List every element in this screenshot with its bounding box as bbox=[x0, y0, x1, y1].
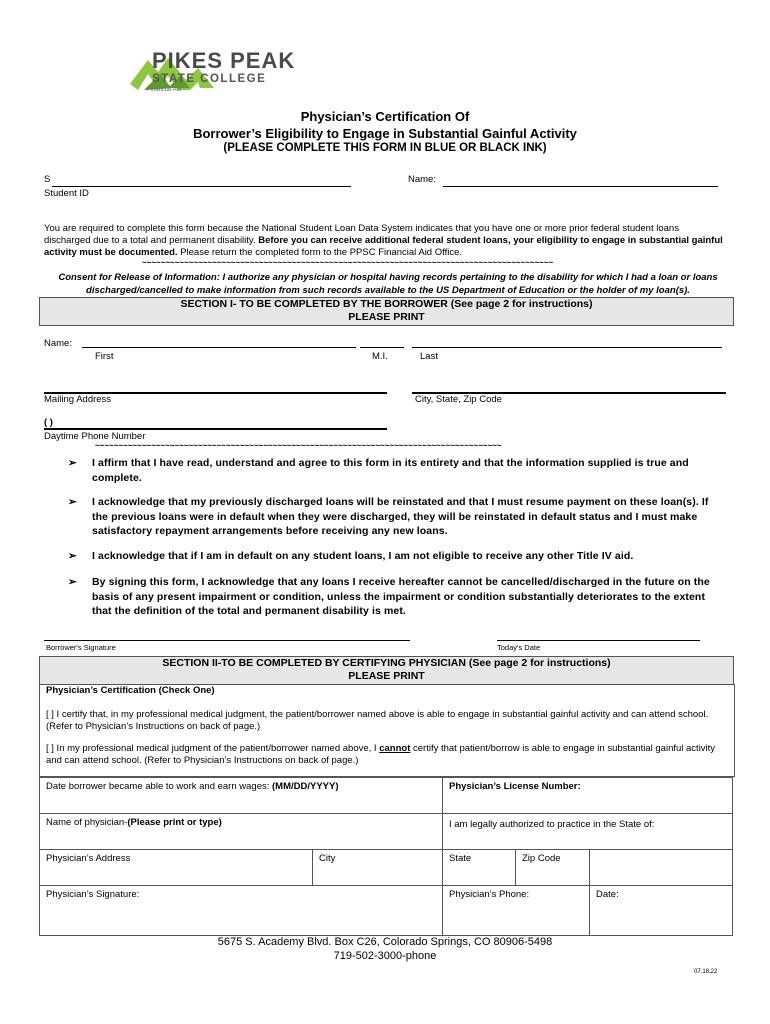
borrower-name-label: Name: bbox=[44, 338, 72, 349]
tilde-separator: ~~~~~~~~~~~~~~~~~~~~~~~~~~~~~~~~~~~~~~~~~~~~~~~~~~~~~~~~~~~~~~~~~~~~~~~~~~~~~~~~~~~~~~~~ bbox=[142, 259, 554, 267]
mailing-address-label: Mailing Address bbox=[44, 394, 112, 405]
daytime-phone-field[interactable] bbox=[44, 428, 387, 430]
first-name-field[interactable] bbox=[82, 347, 356, 348]
tilde-separator-2: ~~~~~~~~~~~~~~~~~~~~~~~~~~~~~~~~~~~~~~~~~~~~~~~~~~~~~~~~~~~~~~~~~~~~~~~~~~~~~~~~~~~~~~~ bbox=[95, 442, 502, 450]
physician-state-cell[interactable]: State bbox=[442, 849, 516, 886]
certify-unable-option[interactable]: [ ] In my professional medical judgment of the patient/borrower named above, I cannot certify that patient/borrow is able to engage in substantial gainful activity and can attend school. (Refer to Physician’s Instructions on back of page.) bbox=[46, 743, 716, 766]
affirmation-3: ➢ I acknowledge that if I am in default on any student loans, I am not eligible to receive any other Title IV aid. bbox=[68, 550, 634, 562]
student-id-field[interactable] bbox=[52, 186, 351, 187]
physician-city-cell[interactable]: City bbox=[312, 849, 443, 886]
footer-address: 5675 S. Academy Blvd. Box C26, Colorado Springs, CO 80906-5498 bbox=[217, 936, 553, 948]
blank-cell bbox=[589, 849, 733, 886]
revision-date: 07.18.22 bbox=[694, 969, 718, 975]
certify-able-option[interactable]: [ ] I certify that, in my professional medical judgment, the patient/borrower named above is able to engage in substantial gainful activity and can attend school. (Refer to Physician’s Instructions on back of page.) bbox=[46, 709, 709, 732]
logo-dept: Financial Aid bbox=[147, 87, 182, 93]
title-line-1: Physician’s Certification Of bbox=[300, 109, 470, 124]
footer-phone: 719-502-3000-phone bbox=[333, 950, 437, 962]
last-label: Last bbox=[420, 351, 438, 362]
physician-phone-cell[interactable]: Physician’s Phone: bbox=[442, 885, 590, 936]
affirmation-2: ➢ I acknowledge that my previously discharged loans will be reinstated and that I must resume payment on these loan(s). If the previous loans were in default when they were discharged, they will be reinstated in default status and I must make satisfactory repayment arrangements before receiving any new loans. bbox=[68, 496, 709, 537]
last-name-field[interactable] bbox=[412, 347, 722, 348]
title-line-2: Borrower’s Eligibility to Engage in Substantial Gainful Activity bbox=[193, 126, 577, 141]
authorized-state-cell[interactable]: I am legally authorized to practice in the State of: bbox=[442, 813, 733, 850]
physician-zip-cell[interactable]: Zip Code bbox=[515, 849, 590, 886]
section-1-header: SECTION I- TO BE COMPLETED BY THE BORROWER (See page 2 for instructions) PLEASE PRINT bbox=[39, 297, 734, 326]
s-prefix: S bbox=[44, 174, 51, 185]
name-field[interactable] bbox=[443, 186, 718, 187]
certification-label: Physician’s Certification (Check One) bbox=[46, 685, 215, 696]
section-2-header: SECTION II-TO BE COMPLETED BY CERTIFYING PHYSICIAN (See page 2 for instructions) PLEASE PRINT bbox=[39, 656, 734, 685]
license-number-cell[interactable]: Physician’s License Number: bbox=[442, 777, 733, 814]
mi-label: M.I. bbox=[372, 351, 388, 362]
student-id-label: Student ID bbox=[44, 188, 89, 199]
intro-paragraph: You are required to complete this form because the National Student Loan Data System indicates that you have one or more prior federal student loans discharged due to a total and permanent disability. Before you can receive additional federal student loans, your eligibility to engage in substantial gainful activity must be documented. Please return the completed form to the PPSC Financial Aid Office. bbox=[44, 223, 723, 258]
mi-field[interactable] bbox=[360, 347, 404, 348]
borrower-signature-label: Borrower's Signature bbox=[46, 643, 116, 652]
todays-date-field[interactable] bbox=[497, 640, 700, 641]
physician-date-cell[interactable]: Date: bbox=[589, 885, 733, 936]
physician-signature-cell[interactable]: Physician’s Signature: bbox=[39, 885, 443, 936]
arrow-bullet-icon: ➢ bbox=[68, 576, 77, 588]
name-label: Name: bbox=[408, 174, 436, 185]
physician-address-cell[interactable]: Physician’s Address bbox=[39, 849, 313, 886]
affirmation-1: ➢ I affirm that I have read, understand and agree to this form in its entirety and that the information supplied is true and complete. bbox=[68, 457, 689, 484]
date-able-to-work-cell[interactable]: Date borrower became able to work and earn wages: (MM/DD/YYYY) bbox=[39, 777, 443, 814]
consent-paragraph: Consent for Release of Information: I authorize any physician or hospital having records pertaining to the disability for which I had a loan or loans discharged/cancelled to make information from such records available to the US Department of Education or the holder of my loan(s). bbox=[58, 272, 718, 296]
arrow-bullet-icon: ➢ bbox=[68, 550, 77, 562]
city-state-zip-label: City, State, Zip Code bbox=[415, 394, 502, 405]
phone-parens: ( ) bbox=[44, 417, 53, 428]
first-label: First bbox=[95, 351, 114, 362]
title-line-3: (PLEASE COMPLETE THIS FORM IN BLUE OR BLACK INK) bbox=[223, 142, 547, 154]
physician-name-cell[interactable]: Name of physician-(Please print or type) bbox=[39, 813, 443, 850]
arrow-bullet-icon: ➢ bbox=[68, 457, 77, 469]
logo-subtitle: STATE COLLEGE bbox=[152, 73, 267, 85]
logo-title: PIKES PEAK bbox=[152, 48, 296, 73]
daytime-phone-label: Daytime Phone Number bbox=[44, 431, 146, 442]
affirmation-4: ➢ By signing this form, I acknowledge that any loans I receive hereafter cannot be cancelled/discharged in the future on the basis of any present impairment or condition, unless the impairment or condition substantially deteriorates to the extent that the definition of the total and permanent disability is met. bbox=[68, 576, 710, 617]
borrower-signature-field[interactable] bbox=[44, 640, 410, 641]
arrow-bullet-icon: ➢ bbox=[68, 496, 77, 508]
todays-date-label: Today's Date bbox=[497, 643, 541, 652]
